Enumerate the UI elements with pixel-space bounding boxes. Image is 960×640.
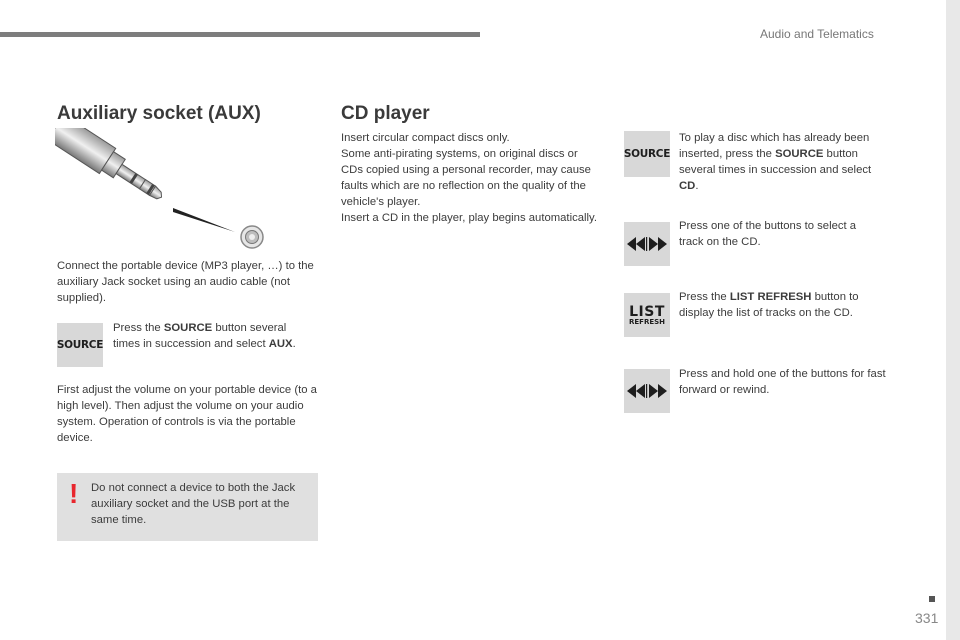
header-bar (0, 32, 480, 37)
rewind-forward-icon (626, 383, 668, 399)
fast-forward-rewind-buttons-image (624, 369, 670, 413)
cd-hold-text: Press and hold one of the buttons for fast forward or rewind. (679, 368, 886, 396)
aux-adjust-text: First adjust the volume on your portable device (to a high level). Then adjust the volume on your audio system. Operation of controls is via the portable device. (57, 384, 317, 444)
aux-heading: Auxiliary socket (AUX) (57, 103, 261, 124)
page-side-strip (946, 0, 960, 640)
warning-note-text: Do not connect a device to both the Jack auxiliary socket and the USB port at the same time. (91, 482, 296, 526)
warning-icon: ! (69, 478, 79, 509)
source-button-image-cd (624, 131, 670, 177)
source-button-label: SOURCE (623, 148, 671, 160)
list-label: LIST (629, 303, 665, 320)
source-button-image (57, 323, 103, 367)
cd-list-refresh-instruction: Press the LIST REFRESH button to display the list of tracks on the CD. (679, 291, 859, 319)
section-title: Audio and Telematics (760, 27, 874, 41)
source-button-label: SOURCE (56, 339, 104, 351)
track-select-buttons-image (624, 222, 670, 266)
refresh-label: REFRESH (628, 317, 666, 326)
jack-plug-illustration (55, 128, 275, 250)
cd-play-instruction: To play a disc which has already been inserted, press the SOURCE button several times in succession and select CD. (679, 132, 872, 192)
aux-connect-text: Connect the portable device (MP3 player, …) to the auxiliary Jack socket using an audio cable (not supplied). (57, 260, 314, 304)
list-refresh-button-image (624, 293, 670, 337)
cd-heading: CD player (341, 103, 430, 124)
page-number: 331 (915, 610, 939, 626)
cd-track-text: Press one of the buttons to select a track on the CD. (679, 220, 857, 248)
cd-intro-text: Insert circular compact discs only. Some anti-pirating systems, on original discs or CDs copied using a personal recorder, may cause faults which are no reflection on the quality of the vehicle's player. Insert a CD in the player, play begins automatically. (341, 132, 597, 224)
aux-source-instruction: Press the SOURCE button several times in succession and select AUX. (113, 322, 296, 350)
prev-next-icon (626, 236, 668, 252)
footer-bullet (929, 596, 935, 602)
